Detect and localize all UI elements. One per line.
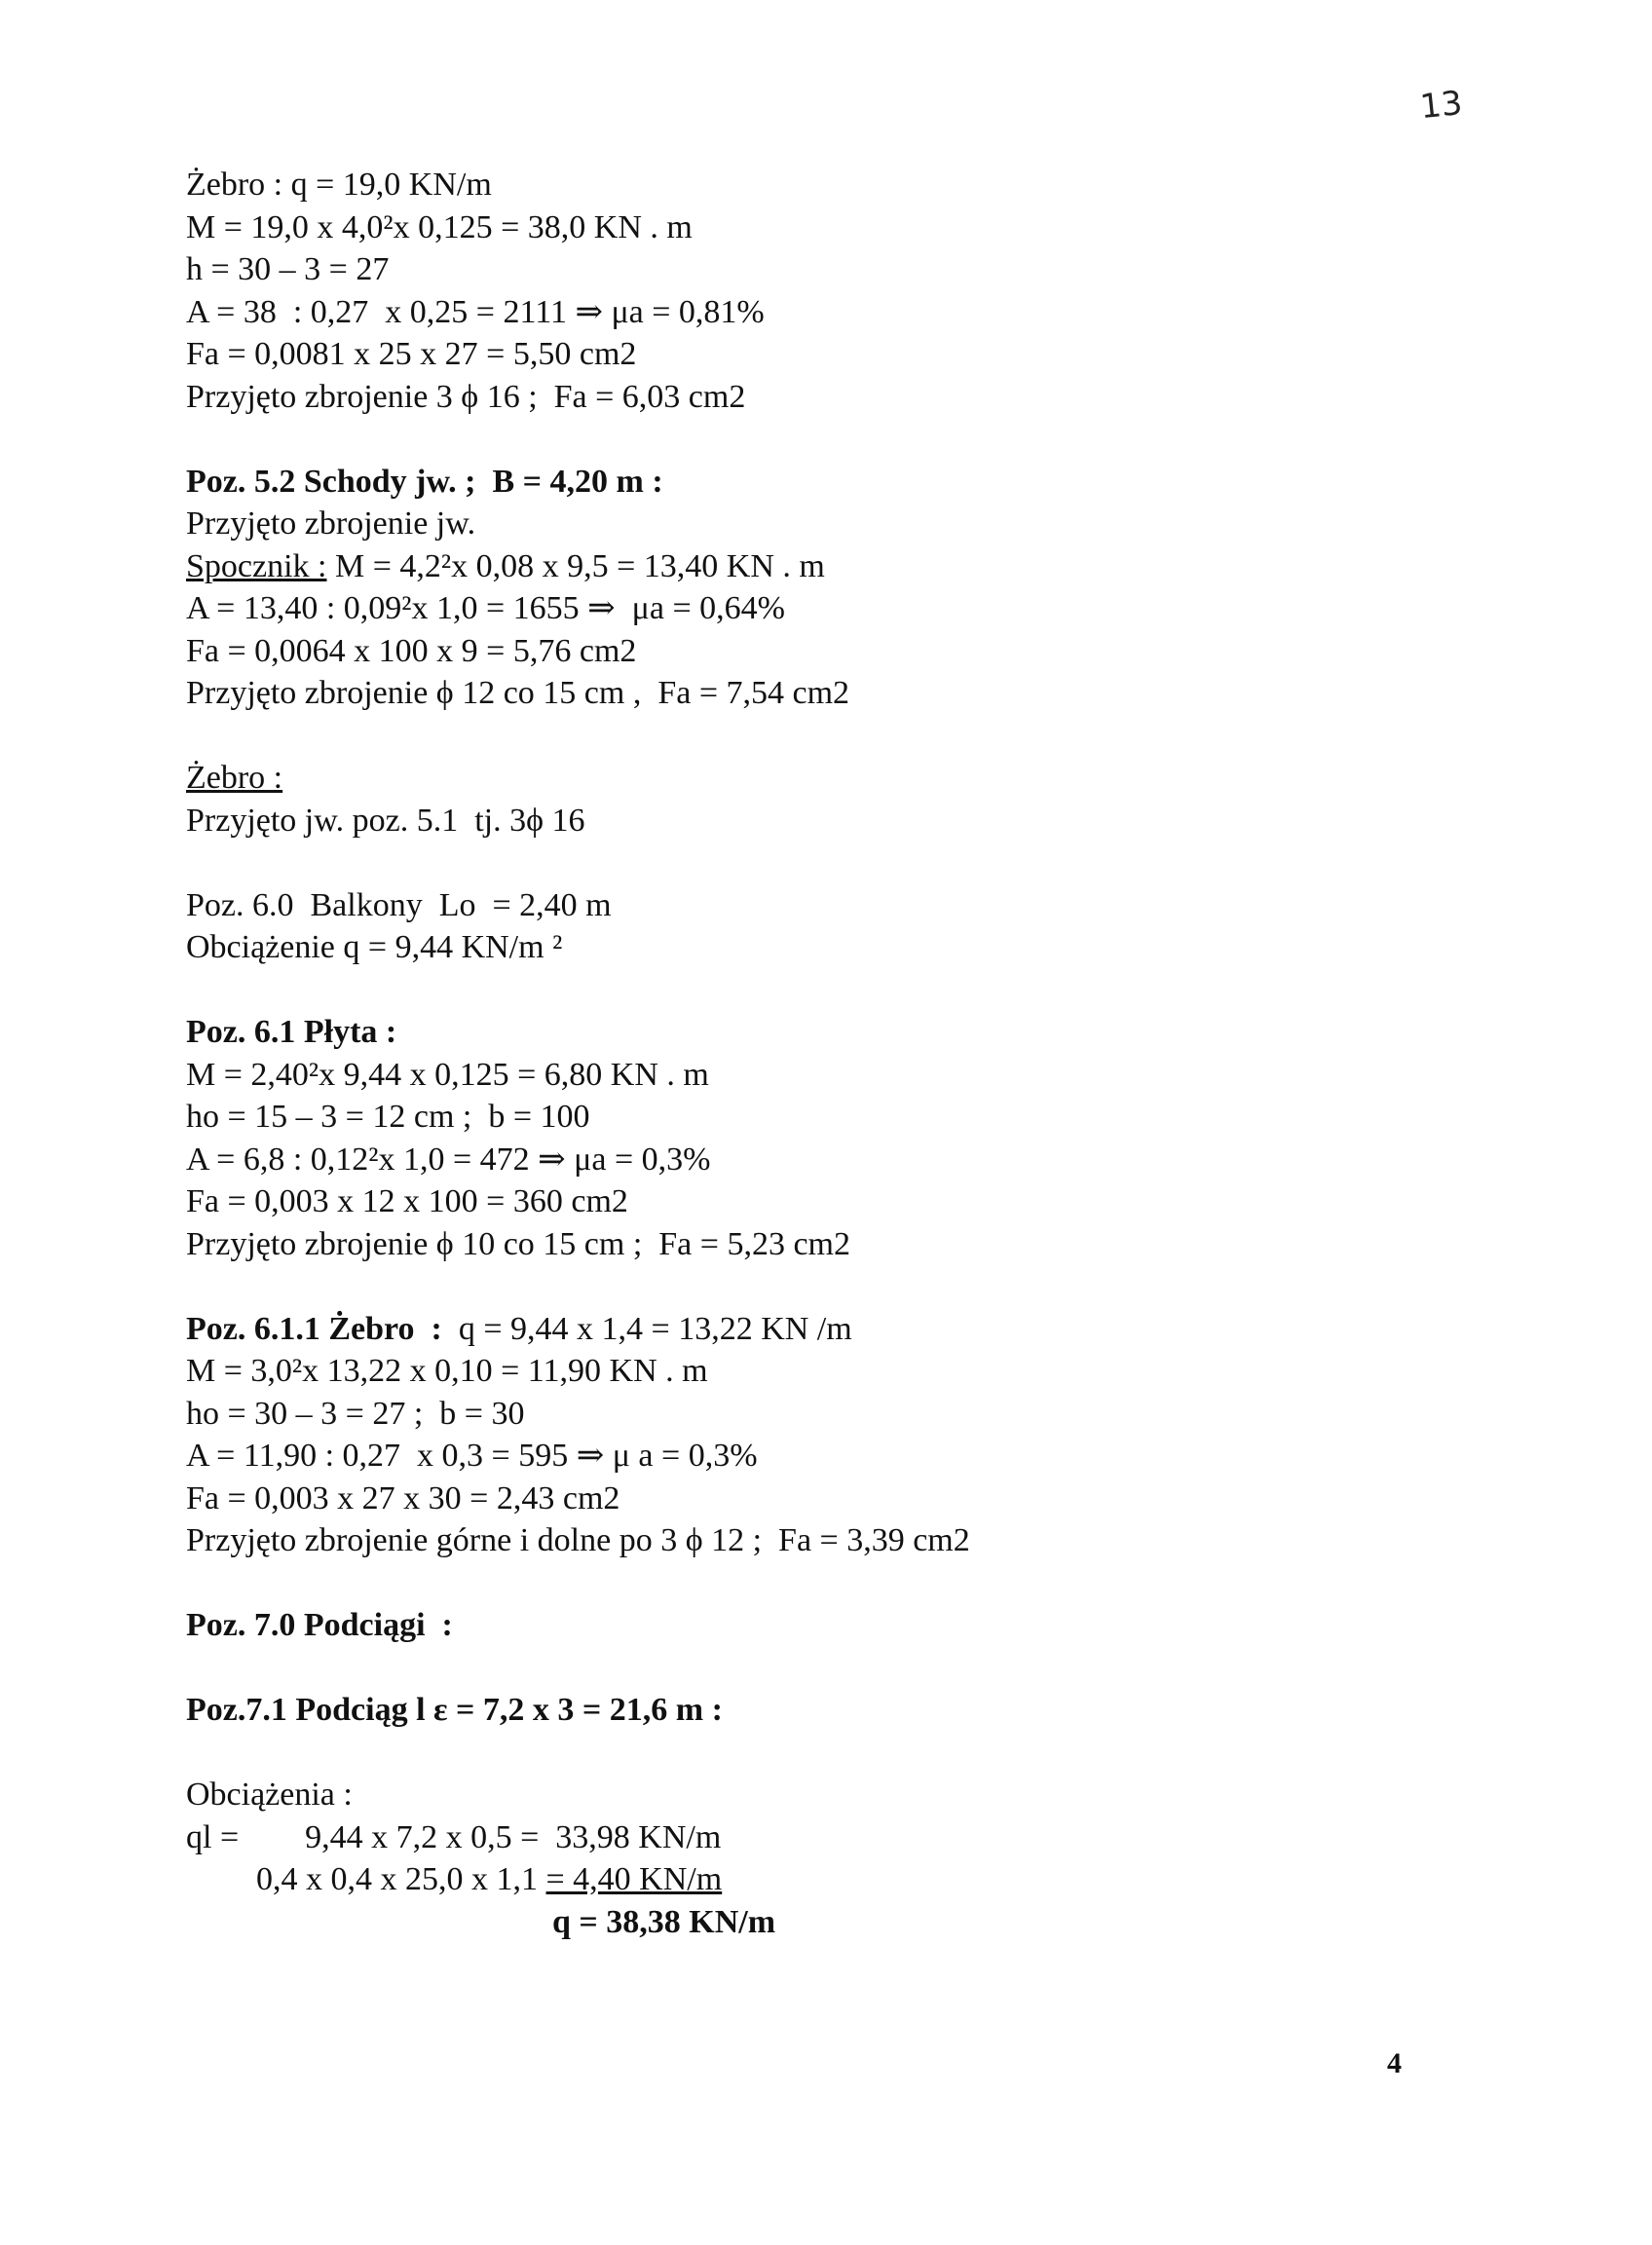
text-line: Przyjęto zbrojenie 3 ϕ 16 ; Fa = 6,03 cm2 <box>186 378 746 415</box>
blank-line <box>186 969 1501 1012</box>
text-line: Fa = 0,0064 x 100 x 9 = 5,76 cm2 <box>186 632 637 669</box>
section-heading: Poz. 6.1.1 Żebro : <box>186 1310 442 1347</box>
text-line: Obciążenia : <box>186 1777 353 1813</box>
blank-line <box>186 842 1501 884</box>
text-line: Obciążenie q = 9,44 KN/m ² <box>186 929 563 965</box>
text-line: M = 19,0 x 4,0²x 0,125 = 38,0 KN . m <box>186 208 693 245</box>
underlined-label: Spocznik : <box>186 547 327 584</box>
blank-line <box>186 1732 1501 1775</box>
blank-line <box>186 1265 1501 1308</box>
text-line <box>186 757 1501 800</box>
text-line <box>186 1858 1501 1901</box>
text-line: M = 2,40²x 9,44 x 0,125 = 6,80 KN . m <box>186 1056 709 1093</box>
blank-line <box>186 418 1501 461</box>
section-heading: Poz. 6.1 Płyta : <box>186 1014 397 1050</box>
text-line: Fa = 0,003 x 27 x 30 = 2,43 cm2 <box>186 1479 620 1516</box>
text-line: ho = 15 – 3 = 12 cm ; b = 100 <box>186 1099 590 1135</box>
text-line: Przyjęto jw. poz. 5.1 tj. 3ϕ 16 <box>186 802 585 839</box>
document-body <box>186 164 1501 1943</box>
text-line: ql = 9,44 x 7,2 x 0,5 = 33,98 KN/m <box>186 1818 722 1855</box>
text-line: Fa = 0,0081 x 25 x 27 = 5,50 cm2 <box>186 336 637 372</box>
section-heading: Poz. 7.0 Podciągi : <box>186 1607 453 1643</box>
text-line: M = 3,0²x 13,22 x 0,10 = 11,90 KN . m <box>186 1353 708 1389</box>
blank-line <box>186 1562 1501 1605</box>
text-line: Przyjęto zbrojenie ϕ 10 co 15 cm ; Fa = 5,23 cm2 <box>186 1225 850 1262</box>
line-text: 0,4 x 0,4 x 25,0 x 1,1 <box>256 1861 546 1897</box>
handwritten-page-number: 13 <box>1418 83 1465 128</box>
text-line: Żebro : q = 19,0 KN/m <box>186 167 492 203</box>
text-line: A = 38 : 0,27 x 0,25 = 2111 ⇒ μa = 0,81% <box>186 293 765 330</box>
text-line: Przyjęto zbrojenie jw. <box>186 505 476 542</box>
text-line: A = 6,8 : 0,12²x 1,0 = 472 ⇒ μa = 0,3% <box>186 1141 711 1178</box>
page-number: 4 <box>1387 2047 1402 2079</box>
load-total: q = 38,38 KN/m <box>552 1903 776 1940</box>
text-line: A = 11,90 : 0,27 x 0,3 = 595 ⇒ μ a = 0,3% <box>186 1438 758 1474</box>
section-heading: Poz. 5.2 Schody jw. ; B = 4,20 m : <box>186 463 663 500</box>
underlined-subtotal: = 4,40 KN/m <box>545 1861 723 1897</box>
text-line: Przyjęto zbrojenie ϕ 12 co 15 cm , Fa = 7,54 cm2 <box>186 675 850 711</box>
text-line: Poz. 6.0 Balkony Lo = 2,40 m <box>186 886 612 923</box>
text-line: Fa = 0,003 x 12 x 100 = 360 cm2 <box>186 1183 628 1219</box>
text-line: Przyjęto zbrojenie górne i dolne po 3 ϕ 12 ; Fa = 3,39 cm2 <box>186 1522 970 1558</box>
text-line: h = 30 – 3 = 27 <box>186 251 390 287</box>
blank-line <box>186 1647 1501 1690</box>
line-text: q = 9,44 x 1,4 = 13,22 KN /m <box>441 1310 852 1347</box>
section-heading: Poz.7.1 Podciąg l ε = 7,2 x 3 = 21,6 m : <box>186 1692 723 1728</box>
line-text: M = 4,2²x 0,08 x 9,5 = 13,40 KN . m <box>326 547 825 584</box>
blank-line <box>186 715 1501 758</box>
text-line <box>186 545 1501 588</box>
text-line <box>186 1308 1501 1351</box>
text-line: ho = 30 – 3 = 27 ; b = 30 <box>186 1395 525 1432</box>
text-line: A = 13,40 : 0,09²x 1,0 = 1655 ⇒ μa = 0,64% <box>186 590 785 626</box>
underlined-label: Żebro : <box>186 760 283 796</box>
